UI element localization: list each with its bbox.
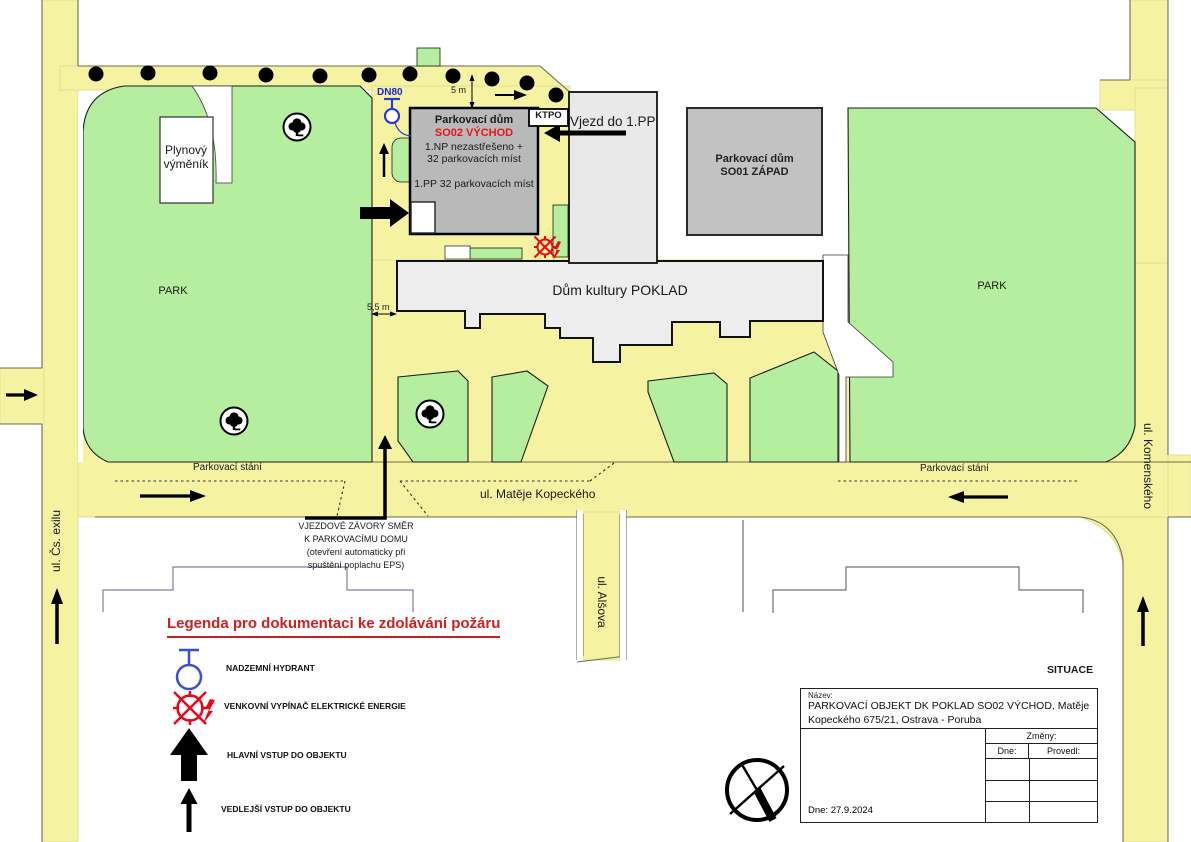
green-strip-south-so02: [470, 248, 522, 259]
street-cs-exilu-label: ul. Čs. exilu: [49, 509, 64, 573]
barrier-note-line1: VJEZDOVÉ ZÁVORY SMĚR: [298, 521, 414, 531]
road-dot: [141, 66, 156, 81]
legend-item-switch: VENKOVNÍ VYPÍNAČ ELEKTRICKÉ ENERGIE: [224, 701, 406, 711]
so01-line1: Parkovací dům: [715, 153, 794, 165]
tree-icon: [221, 408, 248, 435]
plot-outline-southwest: [103, 567, 413, 612]
road-dot: [203, 66, 218, 81]
side-entrance-arrow-icon: [181, 788, 198, 832]
date-column-header: Dne:: [986, 744, 1029, 759]
vjezd-label: Vjezd do 1.PP: [570, 114, 656, 129]
barrier-note-line2: K PARKOVACÍMU DOMU: [304, 534, 408, 544]
so02-line4: 32 parkovacích míst: [427, 153, 521, 166]
legend-item-main-entrance: HLAVNÍ VSTUP DO OBJEKTU: [227, 750, 347, 760]
road-dot: [362, 68, 377, 83]
legend-title: Legenda pro dokumentaci ke zdolávání požáru: [167, 615, 500, 638]
changes-header: Změny:: [986, 729, 1097, 744]
road-dot: [259, 68, 274, 83]
drawing-date: Dne: 27.9.2024: [808, 805, 873, 816]
building-so02-entrance-notch: [411, 202, 435, 233]
green-patch-north: [417, 48, 440, 66]
name-field-label: Název:: [808, 691, 833, 700]
tree-icon: [284, 114, 311, 141]
alsova-curb-right: [620, 510, 626, 660]
road-cs-exilu: [42, 0, 78, 842]
road-komenskeho: [1135, 88, 1168, 263]
plot-outline-southeast: [743, 520, 1083, 613]
park-west-label: PARK: [158, 285, 188, 297]
changes-row: [986, 759, 1098, 781]
parking-lane-east-label: Parkovací stání: [920, 463, 989, 474]
title-block-changes-table: [985, 729, 1097, 822]
title-block: [800, 688, 1098, 823]
ktpo-label: KTPO: [535, 110, 562, 121]
north-compass-icon: [727, 760, 787, 820]
green-strip-east-so02: [553, 205, 568, 257]
barrier-note-line3: (otevření automaticky při: [306, 547, 406, 557]
plynovy-vymenik-label: [157, 144, 215, 172]
road-dot: [520, 76, 535, 91]
park-east-label: PARK: [977, 280, 1007, 292]
changes-row: [986, 802, 1098, 822]
changes-row: [986, 781, 1098, 802]
so01-label: [687, 153, 822, 178]
dim-5m-label: 5 m: [451, 85, 467, 95]
so02-label: [411, 114, 537, 190]
street-mateje-label: ul. Matěje Kopeckého: [480, 487, 596, 501]
project-name-line1: PARKOVACÍ OBJEKT DK POKLAD SO02 VÝCHOD, Matěje: [808, 700, 1090, 712]
street-komenskeho-label: ul. Komenského: [1140, 422, 1155, 510]
white-strip-south-so02: [445, 246, 470, 259]
street-alsova-label: ul. Alšova: [594, 576, 609, 628]
road-dot: [89, 67, 104, 82]
dn80-label: DN80: [377, 87, 403, 98]
road-dot: [446, 69, 461, 84]
title-block-name-box: [801, 689, 1097, 729]
so02-line5: 1.PP 32 parkovacích míst: [414, 178, 534, 191]
road-dot: [485, 72, 500, 87]
footpath-west-park-edge: [78, 92, 83, 462]
so02-line3: 1.NP nezastřešeno +: [424, 141, 524, 154]
so02-line1: Parkovací dům: [434, 114, 514, 126]
legend-item-side-entrance: VEDLEJŠÍ VSTUP DO OBJEKTU: [221, 804, 351, 814]
road-dot: [549, 88, 564, 103]
road-dot: [403, 67, 418, 82]
main-entrance-arrow-icon: [170, 728, 208, 781]
parking-lane-west-label: Parkovací stání: [193, 462, 262, 473]
dim-55m-label: 5,5 m: [367, 302, 390, 312]
legend-symbols: [170, 650, 215, 832]
hydrant-icon: [177, 650, 201, 689]
so02-line2: SO02 VÝCHOD: [434, 126, 514, 139]
road-east-exit: [1168, 455, 1191, 517]
barrier-note: [288, 520, 424, 572]
dum-kultury-label: Dům kultury POKLAD: [552, 282, 688, 298]
power-switch-icon: [173, 691, 215, 725]
plynovy-line1: Plynový: [164, 143, 208, 157]
legend-item-hydrant: NADZEMNÍ HYDRANT: [226, 663, 315, 673]
road-komenskeho-top: [1130, 0, 1168, 86]
road-dot: [313, 69, 328, 84]
barrier-note-line4: spuštění poplachu EPS): [307, 560, 405, 570]
author-column-header: Provedl:: [1029, 744, 1098, 759]
situace-label: SITUACE: [1047, 664, 1094, 676]
project-name-line2: Kopeckého 675/21, Ostrava - Poruba: [808, 714, 982, 726]
alsova-curb-left: [577, 510, 583, 660]
so01-line2: SO01 ZÁPAD: [720, 165, 789, 178]
tree-icon: [417, 401, 444, 428]
plynovy-line2: výměník: [163, 156, 209, 171]
